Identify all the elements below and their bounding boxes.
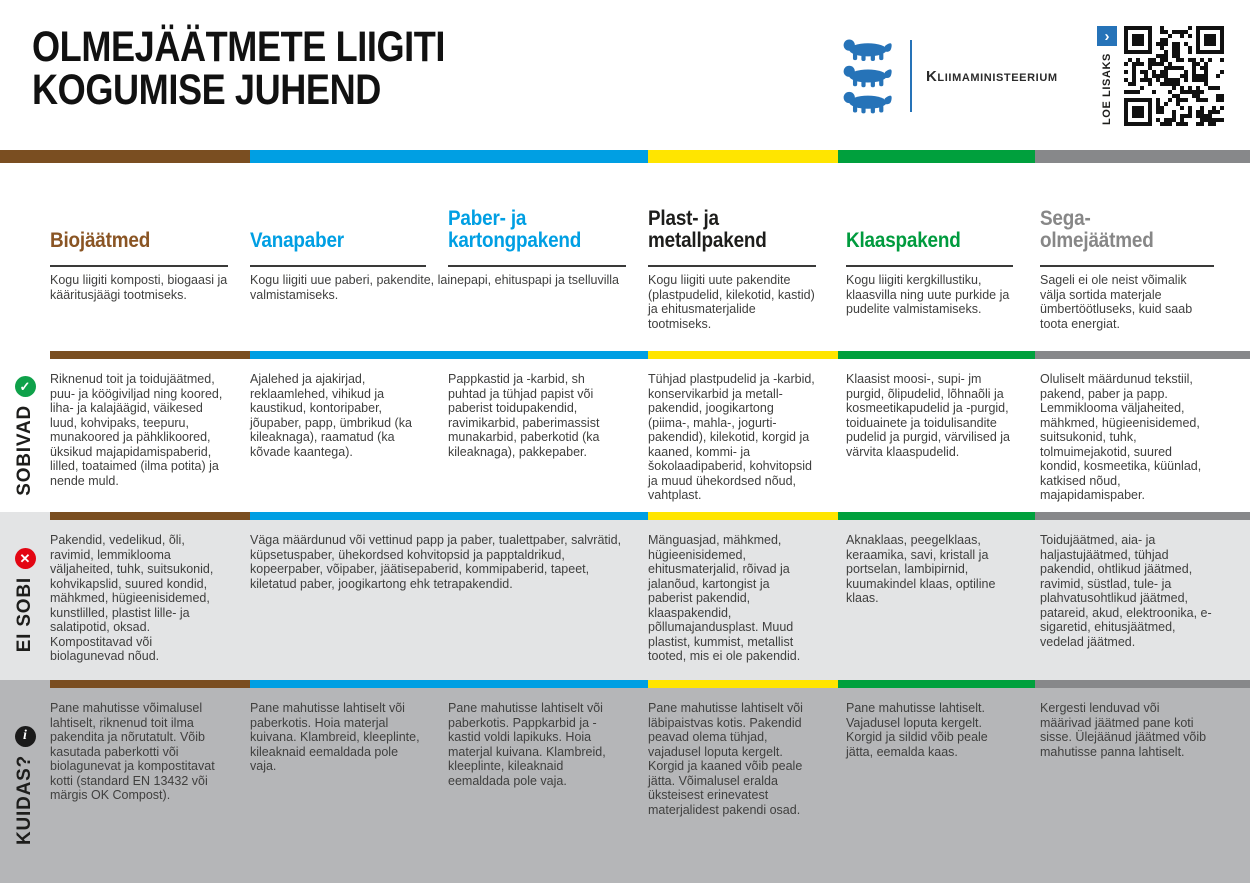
bar-segment-bio: [0, 150, 250, 163]
page-title: [32, 23, 446, 114]
ei-sobi-row-label-group: [0, 520, 50, 680]
ei-sobi-plast: Mänguasjad, mähkmed, hügieenisidemed, ehitusmaterjalid, rõivad ja jalanõud, kartongist ja paberist pakendid, klaaspakendid, põllumajandusplast. Muud plastist, kummist, metallist tooted, mis ei ole pakendid.: [648, 533, 801, 663]
ei-sobi-row-label: EI SOBI: [14, 576, 35, 653]
government-logo: [838, 36, 1058, 116]
ei-sobi-row: [0, 520, 1250, 680]
separator-bar: [0, 512, 1250, 520]
description-klaas: Kogu liigiti kergkillustiku, klaasvilla ning uute purkide ja pudelite valmistamiseks.: [846, 273, 1010, 316]
ei-sobi-klaas: Aknaklaas, peegelklaas, keraamika, savi, kristall ja portselan, lambipirnid, kuumakindel klaas, optiline klaas.: [846, 533, 996, 605]
sobivad-row: [0, 359, 1250, 512]
ministry-name: Kliimaministeerium: [926, 67, 1058, 85]
kuidas-vanapaber: Pane mahutisse lahtiselt või paberkotis. Hoia materjal kuivana. Klambreid, kleeplinte, kileaknaid eemaldada pole vaja.: [250, 701, 420, 773]
sobivad-row-label-group: [0, 359, 50, 512]
header-paber-kartongpakend: Paber- ja kartongpakend: [448, 163, 648, 267]
estonia-coat-of-arms-icon: [838, 37, 896, 115]
kuidas-paber-kartong: Pane mahutisse lahtiselt või paberkotis. Pappkarbid ja -kastid voldi lapikuks. Hoia materjal kuivana. Klambreid, kleeplinte, kileaknaid eemaldada pole vaja.: [448, 701, 606, 788]
header-vanapaber: Vanapaber: [250, 163, 448, 267]
ei-sobi-biojaatmed: Pakendid, vedelikud, õli, ravimid, lemmiklooma väljaheited, tuhk, suitsukonid, kohvikapslid, suured kondid, mähkmed, hügieenisidemed, kunstlilled, plastist lille- ja salatipotid, oksad. Kompostitavad või biolagunevad nõud.: [50, 533, 214, 663]
sobivad-sega: Oluliselt määrdunud tekstiil, pakend, paber ja papp. Lemmiklooma väljaheited, mähkmed, hügieenisidemed, suitsukonid, tuhk, tolmuimejakotid, suured kondid, kosmeetika, küünlad, katkised nõud, majapidamispaber.: [1040, 372, 1202, 502]
cross-icon: ✕: [15, 548, 36, 569]
bar-segment-paper: [250, 150, 648, 163]
separator-bar: [0, 351, 1250, 359]
kuidas-row: [0, 688, 1250, 883]
qr-code: [1124, 26, 1224, 126]
kuidas-row-label-group: [0, 688, 50, 883]
gutter: [0, 163, 50, 267]
bar-segment-plastic: [648, 150, 838, 163]
qr-side-labels: [1097, 26, 1117, 126]
chevron-right-icon: ›: [1097, 26, 1117, 46]
page-title-line1: OLMEJÄÄTMETE LIIGITI: [32, 23, 446, 71]
page-title-line2: KOGUMISE JUHEND: [32, 66, 381, 114]
category-color-bar: [0, 150, 1250, 163]
check-icon: ✓: [15, 376, 36, 397]
description-biojaatmed: Kogu liigiti komposti, biogaasi ja kääritusjäägi tootmiseks.: [50, 273, 228, 302]
sobivad-klaas: Klaasist moosi-, supi- jm purgid, õlipudelid, lõhnaõli ja kosmeetikapudelid ja -purgid, toiduainete ja toidulisandite pudelid ja purgid, värvilised ja värvita klaaspudelid.: [846, 372, 1010, 459]
info-icon: i: [15, 726, 36, 747]
qr-block: [1097, 26, 1224, 126]
description-paber: Kogu liigiti uue paberi, pakendite, lainepapi, ehituspapi ja tselluvilla valmistamiseks.: [250, 273, 619, 302]
header-klaaspakend: Klaaspakend: [838, 163, 1035, 267]
sobivad-biojaatmed: Riknenud toit ja toidujäätmed, puu- ja köögiviljad ning koored, liha- ja kalajäägid, väikesed luud, kohvipaks, teepuru, munakoored ja pähklikoored, üksikud majapidamispaberid, lilled, toataimed (ilma potita) ja nende muld.: [50, 372, 223, 488]
description-row: [0, 267, 1250, 351]
kuidas-row-label: KUIDAS?: [14, 754, 35, 846]
kuidas-klaas: Pane mahutisse lahtiselt. Vajadusel loputa kergelt. Korgid ja sildid võib peale jätta, eemalda kaas.: [846, 701, 988, 759]
ei-sobi-sega: Toidujäätmed, aia- ja haljastujäätmed, tühjad pakendid, ohtlikud jäätmed, ravimid, süstlad, tule- ja plahvatusohtlikud jäätmed, patareid, akud, elektroonika, e-sigaretid, ehitusjäätmed, vedelad jäätmed.: [1040, 533, 1212, 649]
kuidas-biojaatmed: Pane mahutisse võimalusel lahtiselt, riknenud toit ilma pakendita ja nõrutatult. Võib kasutada paberkotti või biolagunevat ja kompostitavat kotti (standard EN 13432 või märgis OK Compost).: [50, 701, 215, 802]
header-sega-olmejaatmed: Sega-olmejäätmed: [1035, 163, 1250, 267]
sobivad-vanapaber: Ajalehed ja ajakirjad, reklaamlehed, vihikud ja kaustikud, kontoripaber, jõupaber, papp, ümbrikud (ka kileaknaga), raamatud (ka kõvade kaantega).: [250, 372, 412, 459]
kuidas-sega: Kergesti lenduvad või määrivad jäätmed pane koti sisse. Ülejäänud jäätmed võib mahutisse panna lahtiselt.: [1040, 701, 1207, 759]
bar-segment-glass: [838, 150, 1035, 163]
poster-header: [0, 0, 1250, 150]
sobivad-paber-kartong: Pappkastid ja -karbid, sh puhtad ja tühjad papist või paberist toidupakendid, ravimikarbid, paberimassist munakarbid, paberkotid (ka kileaknaga), pakkepaber.: [448, 372, 600, 459]
kuidas-plast: Pane mahutisse lahtiselt või läbipaistvas kotis. Pakendid peavad olema tühjad, vajadusel loputa kergelt. Korgid ja kaaned võib peale jätta. Võimalusel eralda üksteisest erinevatest materjalidest pakendi osad.: [648, 701, 803, 817]
bar-segment-mixed: [1035, 150, 1250, 163]
column-headers-row: [0, 163, 1250, 267]
header-biojaatmed: Biojäätmed: [50, 163, 250, 267]
logo-divider: [910, 40, 912, 112]
separator-bar: [0, 680, 1250, 688]
sobivad-row-label: SOBIVAD: [14, 404, 35, 496]
qr-label: LOE LISAKS: [1101, 53, 1113, 126]
ei-sobi-paber: Väga määrdunud või vettinud papp ja paber, tualettpaber, salvrätid, küpsetuspaber, ühekordsed kohvitopsid ja papptaldrikud, kopeerpaber, võipaber, jäätisepaberid, kommipaberid, tapeet, kiletatud paber, joogikartong ehk tetrapakendid.: [250, 533, 622, 591]
gutter: [0, 267, 50, 351]
description-plast: Kogu liigiti uute pakendite (plastpudelid, kilekotid, kastid) ja ehitusmaterjalide tootmiseks.: [648, 273, 815, 331]
header-plast-metallpakend: Plast- ja metallpakend: [648, 163, 838, 267]
sobivad-plast: Tühjad plastpudelid ja -karbid, konservikarbid ja metallpakendid, joogikartong (piima-, mahla-, jogurtipakendid), kilekotid, korgid ja kaaned, kommi- ja šokolaadipaberid, kohvitopsid ja muud ühekordsed nõud, vahtplast.: [648, 372, 815, 502]
description-sega: Sageli ei ole neist võimalik välja sortida materjale ümbertöötluseks, kuid saab toota energiat.: [1040, 273, 1193, 331]
